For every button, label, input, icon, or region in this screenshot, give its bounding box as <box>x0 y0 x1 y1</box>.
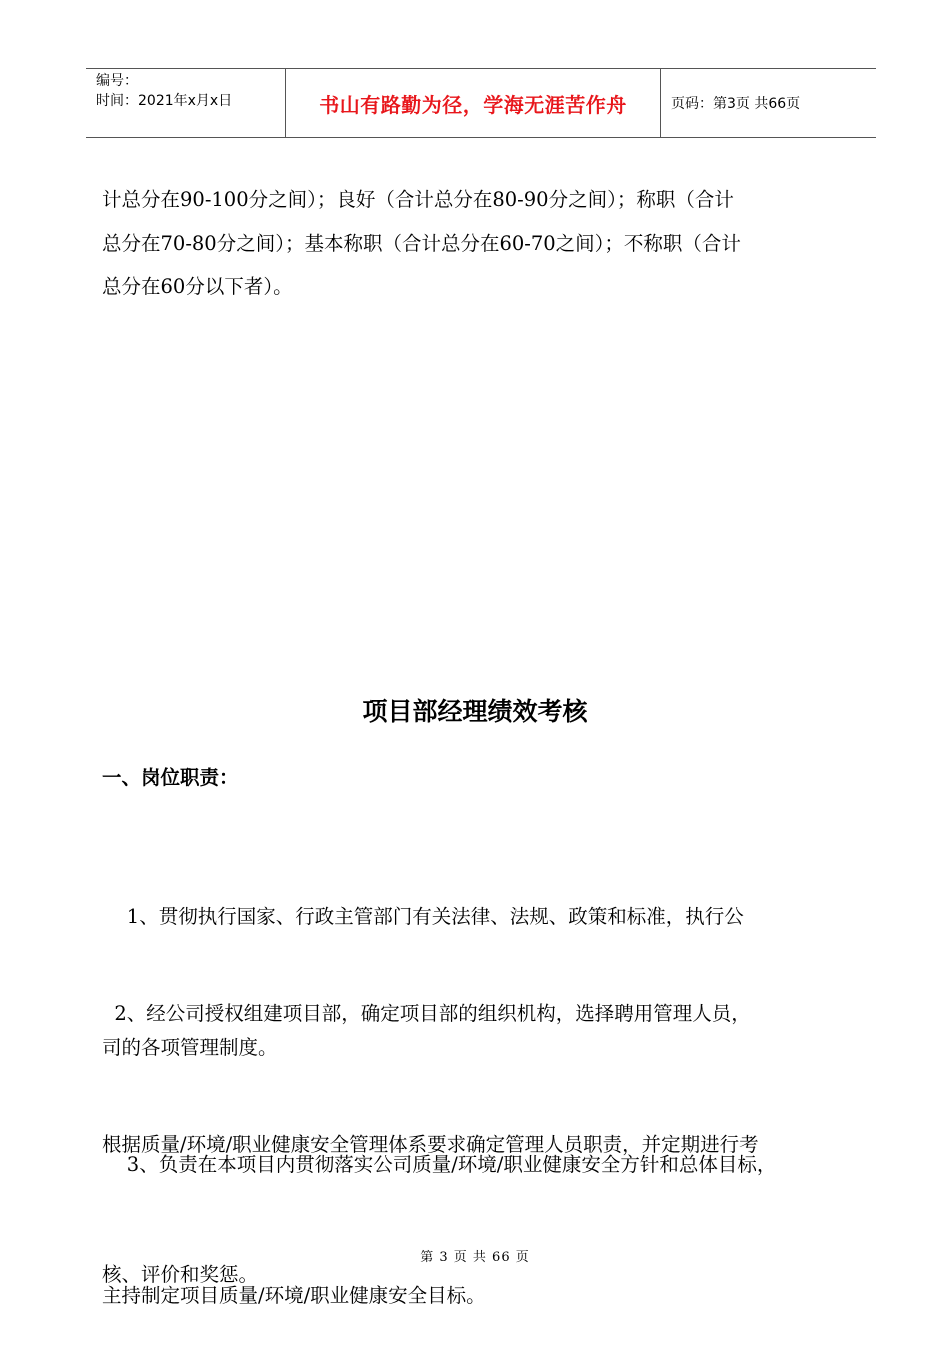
text-line: 司的各项管理制度。 <box>102 1035 278 1059</box>
text-line: 1、贯彻执行国家、行政主管部门有关法律、法规、政策和标准，执行公 <box>102 905 744 928</box>
page-footer: 第 3 页 共 66 页 <box>420 1250 530 1265</box>
text-line: 核、评价和奖惩。 <box>102 1263 259 1286</box>
text-line: 根据质量/环境/职业健康安全管理体系要求确定管理人员职责，并定期进行考 <box>102 1132 759 1156</box>
text-line: 总分在70-80分之间）；基本称职（合计总分在60-70之间）；不称职（合计 <box>102 231 741 255</box>
duty-paragraph-3 <box>102 1056 862 1361</box>
text-line: 总分在60分以下者）。 <box>102 275 293 298</box>
header-motto: 书山有路勤为径，学海无涯苦作舟 <box>286 69 661 137</box>
text-line: 3、负责在本项目内贯彻落实公司质量/环境/职业健康安全方针和总体目标， <box>102 1153 777 1176</box>
text-line: 计总分在90-100分之间）；良好（合计总分在80-90分之间）；称职（合计 <box>102 188 734 211</box>
header-page-info: 页码：第3页 共66页 <box>671 96 801 112</box>
text-line: 2、经公司授权组建项目部，确定项目部的组织机构，选择聘用管理人员， <box>102 1002 751 1025</box>
intro-paragraph <box>102 178 862 309</box>
section-heading: 一、岗位职责： <box>102 766 239 789</box>
document-number-label: 编号： <box>96 73 138 89</box>
text-line: 主持制定项目质量/环境/职业健康安全目标。 <box>102 1283 486 1307</box>
page-title: 项目部经理绩效考核 <box>362 697 588 726</box>
page-header <box>86 68 876 138</box>
document-date: 时间：2021年x月x日 <box>96 93 233 109</box>
header-meta <box>86 69 286 137</box>
